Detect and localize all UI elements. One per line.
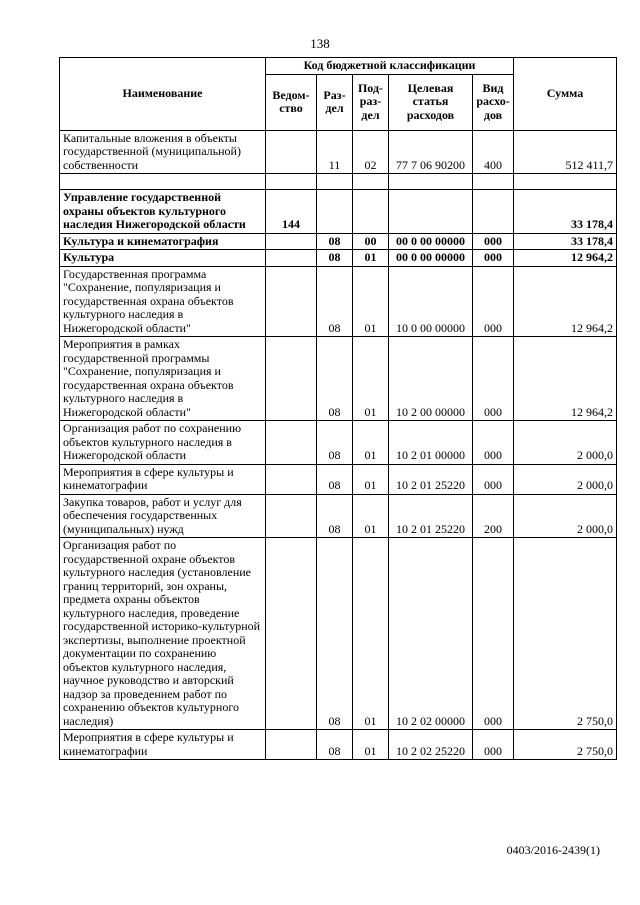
row-razdel: 08: [317, 266, 353, 337]
row-podrazdel: 01: [353, 337, 389, 421]
header-vid: Вид расхо-дов: [473, 74, 514, 130]
row-vid: [473, 190, 514, 234]
row-article: 00 0 00 00000: [389, 250, 473, 267]
row-razdel: 08: [317, 421, 353, 465]
row-podrazdel: 01: [353, 494, 389, 538]
row-article: 10 2 01 25220: [389, 494, 473, 538]
row-article: 10 2 02 00000: [389, 538, 473, 730]
header-name: Наименование: [60, 58, 266, 131]
row-name: Управление государственной охраны объектов культурного наследия Нижегородской области: [60, 190, 266, 234]
row-article: 10 2 02 25220: [389, 730, 473, 760]
row-ved: [266, 421, 317, 465]
table-row: [60, 494, 617, 538]
header-sum: Сумма: [514, 58, 617, 131]
row-sum: 2 750,0: [514, 538, 617, 730]
row-name: Мероприятия в сфере культуры и кинематографии: [60, 464, 266, 494]
row-sum: 33 178,4: [514, 190, 617, 234]
row-ved: [266, 130, 317, 174]
table-row: [60, 266, 617, 337]
table-row: [60, 421, 617, 465]
row-razdel: 08: [317, 730, 353, 760]
row-vid: 000: [473, 233, 514, 250]
row-ved: [266, 266, 317, 337]
row-razdel: [317, 190, 353, 234]
header-vedomstvo: Ведом-ство: [266, 74, 317, 130]
row-razdel: 08: [317, 233, 353, 250]
row-podrazdel: 01: [353, 250, 389, 267]
row-vid: 200: [473, 494, 514, 538]
row-razdel: 08: [317, 464, 353, 494]
row-vid: 400: [473, 130, 514, 174]
row-vid: 000: [473, 337, 514, 421]
header-razdel: Раз-дел: [317, 74, 353, 130]
row-article: [389, 190, 473, 234]
row-podrazdel: [353, 190, 389, 234]
row-name: Капитальные вложения в объекты государственной (муниципальной) собственности: [60, 130, 266, 174]
table-row: [60, 250, 617, 267]
row-podrazdel: 01: [353, 730, 389, 760]
row-sum: 2 000,0: [514, 464, 617, 494]
row-sum: 12 964,2: [514, 250, 617, 267]
row-ved: [266, 464, 317, 494]
page-number: 138: [310, 36, 330, 51]
document-code: 0403/2016-2439(1): [506, 843, 600, 857]
row-podrazdel: 01: [353, 464, 389, 494]
row-name: Культура и кинематография: [60, 233, 266, 250]
row-ved: [266, 730, 317, 760]
row-name: Мероприятия в рамках государственной программы "Сохранение, популяризация и государственная охрана объектов культурного наследия в Нижегородской области": [60, 337, 266, 421]
row-sum: 33 178,4: [514, 233, 617, 250]
row-sum: 512 411,7: [514, 130, 617, 174]
row-sum: 2 000,0: [514, 421, 617, 465]
row-ved: [266, 233, 317, 250]
row-name: Государственная программа "Сохранение, популяризация и государственная охрана объектов культурного наследия в Нижегородской области": [60, 266, 266, 337]
row-sum: 2 750,0: [514, 730, 617, 760]
row-razdel: 08: [317, 337, 353, 421]
row-sum: 12 964,2: [514, 266, 617, 337]
table-row: [60, 730, 617, 760]
row-name: Организация работ по государственной охране объектов культурного наследия (установление границ территорий, зон охраны, предмета охраны объектов культурного наследия, проведение государственной историко-культурной экспертизы, выполнение проектной документации по сохранению объектов культурного наследия, научное руководство и авторский надзор за проведением работ по сохранению объектов культурного наследия): [60, 538, 266, 730]
row-vid: 000: [473, 250, 514, 267]
row-vid: 000: [473, 538, 514, 730]
row-ved: [266, 337, 317, 421]
row-sum: 12 964,2: [514, 337, 617, 421]
header-code-group: Код бюджетной классификации: [266, 58, 514, 75]
row-podrazdel: 01: [353, 421, 389, 465]
row-ved: [266, 250, 317, 267]
row-article: 10 2 00 00000: [389, 337, 473, 421]
table-row: [60, 337, 617, 421]
row-podrazdel: 00: [353, 233, 389, 250]
row-ved: [266, 494, 317, 538]
row-podrazdel: 02: [353, 130, 389, 174]
budget-table: [59, 57, 617, 760]
table-row: [60, 233, 617, 250]
row-ved: 144: [266, 190, 317, 234]
table-row: [60, 464, 617, 494]
row-article: 10 0 00 00000: [389, 266, 473, 337]
table-row: [60, 538, 617, 730]
row-vid: 000: [473, 266, 514, 337]
row-vid: 000: [473, 730, 514, 760]
row-razdel: 08: [317, 538, 353, 730]
row-razdel: 08: [317, 494, 353, 538]
row-article: 10 2 01 25220: [389, 464, 473, 494]
table-spacer-row: [60, 174, 617, 190]
row-vid: 000: [473, 464, 514, 494]
row-name: Мероприятия в сфере культуры и кинематографии: [60, 730, 266, 760]
header-article: Целевая статья расходов: [389, 74, 473, 130]
row-article: 00 0 00 00000: [389, 233, 473, 250]
row-article: 77 7 06 90200: [389, 130, 473, 174]
row-article: 10 2 01 00000: [389, 421, 473, 465]
row-name: Организация работ по сохранению объектов культурного наследия в Нижегородской области: [60, 421, 266, 465]
row-name: Культура: [60, 250, 266, 267]
row-name: Закупка товаров, работ и услуг для обеспечения государственных (муниципальных) нужд: [60, 494, 266, 538]
row-podrazdel: 01: [353, 266, 389, 337]
row-vid: 000: [473, 421, 514, 465]
table-row: [60, 130, 617, 174]
row-ved: [266, 538, 317, 730]
header-podrazdel: Под-раз-дел: [353, 74, 389, 130]
row-razdel: 08: [317, 250, 353, 267]
row-sum: 2 000,0: [514, 494, 617, 538]
table-row: [60, 190, 617, 234]
row-podrazdel: 01: [353, 538, 389, 730]
row-razdel: 11: [317, 130, 353, 174]
